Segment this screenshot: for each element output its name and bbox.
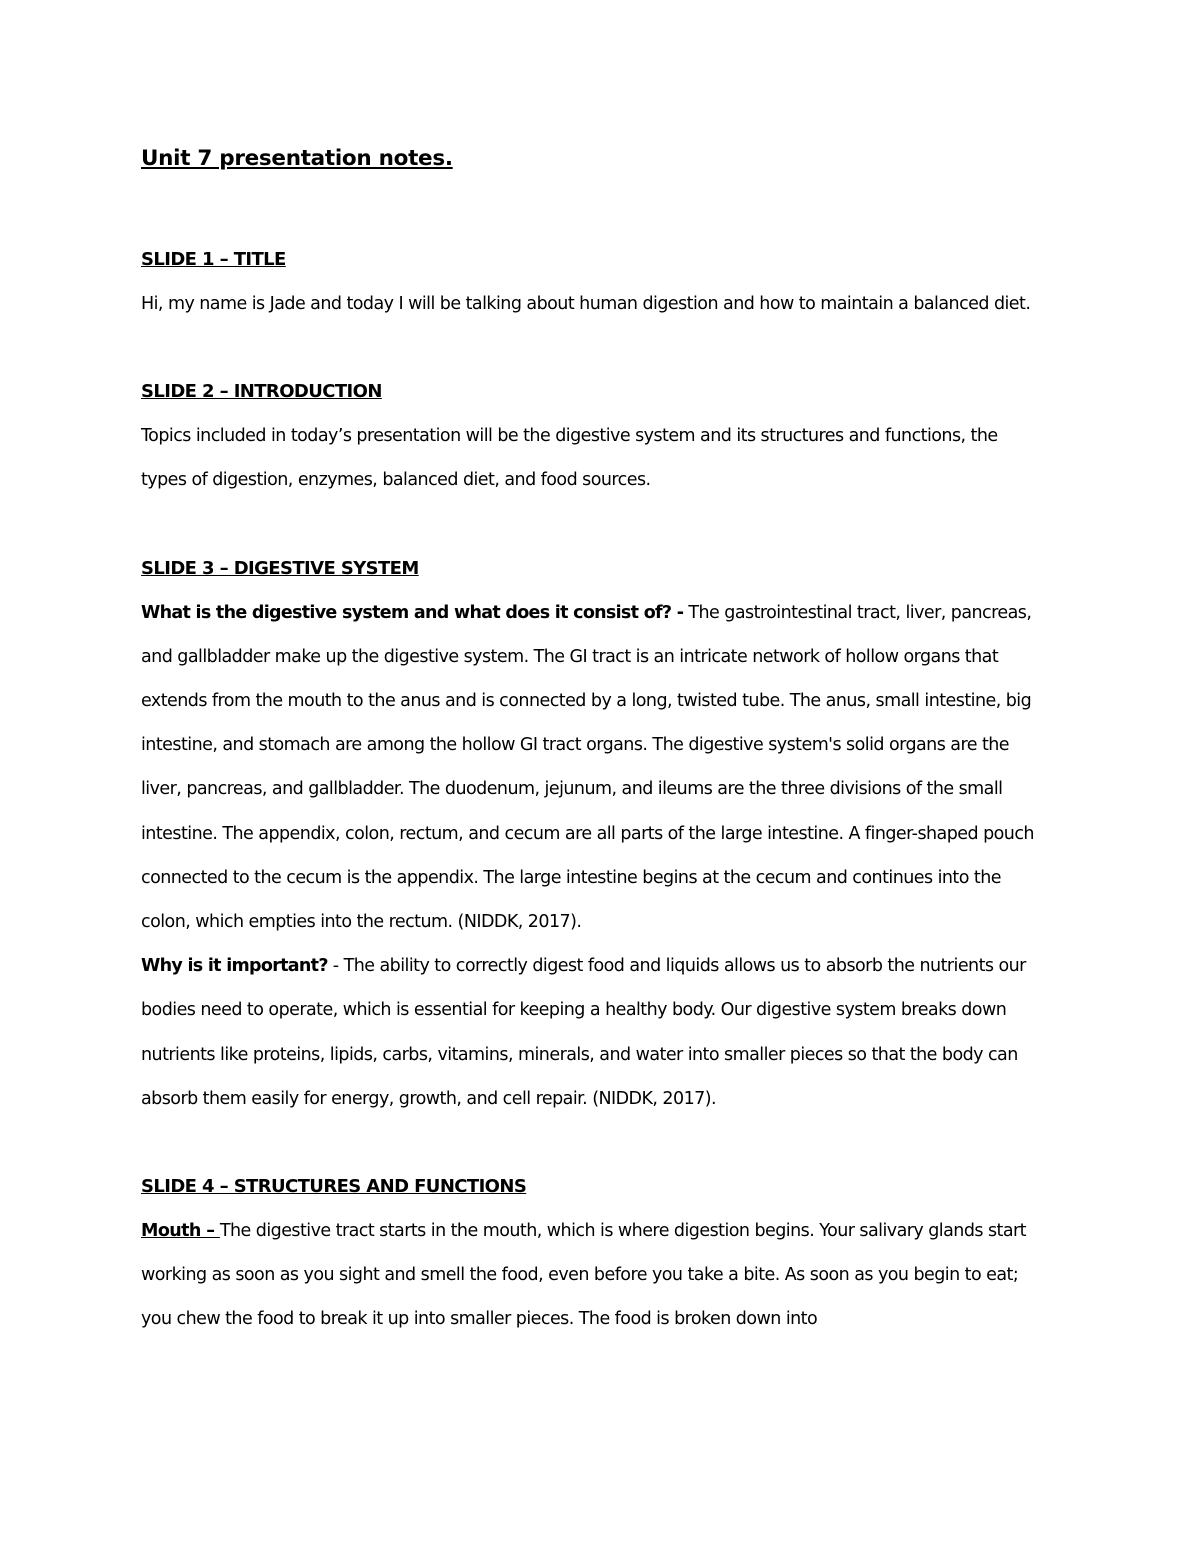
question-2-text: - The ability to correctly digest food and liquids allows us to absorb the nutrients our bodies need to operate, which is essential for keeping a healthy body. Our digestive system breaks down nutrients like proteins, lipids, carbs, vitamins, minerals, and water into smaller pieces so that the body can absorb them easily for energy, growth, and cell repair. (NIDDK, 2017).: [141, 956, 1026, 1109]
slide-1-text: Hi, my name is Jade and today I will be talking about human digestion and how to maintain a balanced diet.: [141, 294, 1031, 314]
document-page: [141, 140, 1041, 1342]
slide-3-question-2: [141, 944, 1041, 1121]
slide-2-text: Topics included in today’s presentation will be the digestive system and its structures and functions, the types of digestion, enzymes, balanced diet, and food sources.: [141, 426, 998, 491]
document-title: Unit 7 presentation notes.: [141, 146, 453, 171]
spacer: [141, 503, 1041, 547]
spacer: [141, 1121, 1041, 1165]
slide-1-heading: SLIDE 1 – TITLE: [141, 249, 286, 270]
question-1-text: The gastrointestinal tract, liver, pancreas, and gallbladder make up the digestive system. The GI tract is an intricate network of hollow organs that extends from the mouth to the anus and is connected by a long, twisted tube. The anus, small intestine, big intestine, and stomach are among the hollow GI tract organs. The digestive system's solid organs are the liver, pancreas, and gallbladder. The duodenum, jejunum, and ileums are the three divisions of the small intestine. The appendix, colon, rectum, and cecum are all parts of the large intestine. A finger-shaped pouch connected to the cecum is the appendix. The large intestine begins at the cecum and continues into the colon, which empties into the rectum. (NIDDK, 2017).: [141, 602, 1034, 933]
spacer: [141, 326, 1041, 370]
mouth-text: The digestive tract starts in the mouth, which is where digestion begins. Your salivary glands start working as soon as you sight and smell the food, even before you take a bite. As soon as you begin to eat; you chew the food to break it up into smaller pieces. The food is broken down into: [141, 1221, 1026, 1330]
slide-4-heading: SLIDE 4 – STRUCTURES AND FUNCTIONS: [141, 1176, 527, 1198]
question-1-lead: What is the digestive system and what does it consist of? -: [141, 602, 684, 623]
slide-4-mouth: [141, 1209, 1041, 1342]
slide-2-heading: SLIDE 2 – INTRODUCTION: [141, 381, 382, 403]
slide-3-question-1: [141, 591, 1041, 945]
slide-3-heading: SLIDE 3 – DIGESTIVE SYSTEM: [141, 557, 419, 579]
mouth-lead: Mouth –: [141, 1221, 220, 1242]
question-2-lead: Why is it important?: [141, 956, 328, 977]
